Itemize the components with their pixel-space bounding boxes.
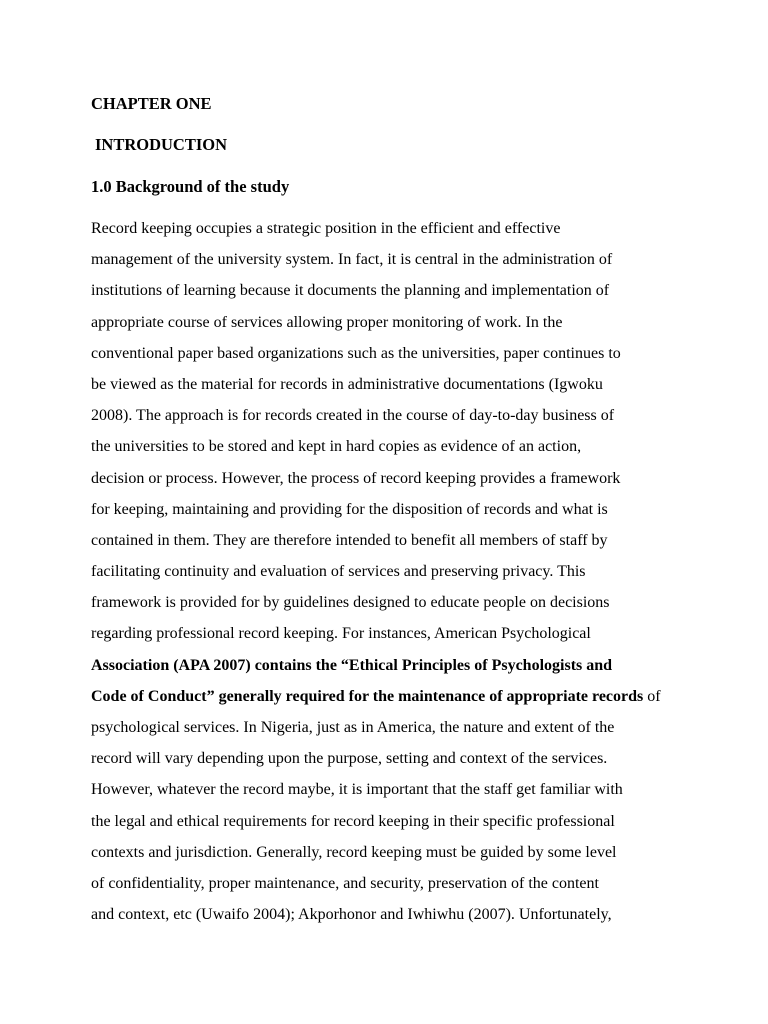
paragraph-line: contained in them. They are therefore intended to benefit all members of staff by xyxy=(91,531,608,549)
bold-segment: Code of Conduct” generally required for the maintenance of appropriate records xyxy=(91,687,644,705)
plain-segment: of xyxy=(643,687,661,705)
paragraph-line: record will vary depending upon the purpose, setting and context of the services. xyxy=(91,750,608,768)
paragraph-line: psychological services. In Nigeria, just as in America, the nature and extent of the xyxy=(91,719,615,736)
paragraph-line: and context, etc (Uwaifo 2004); Akporhonor and Iwhiwhu (2007). Unfortunately, xyxy=(91,906,612,924)
paragraph-line: However, whatever the record maybe, it is important that the staff get familiar with xyxy=(91,781,623,799)
paragraph-line: the universities to be stored and kept in hard copies as evidence of an action, xyxy=(91,438,582,456)
paragraph-line: framework is provided for by guidelines designed to educate people on decisions xyxy=(91,594,610,612)
paragraph-line-mixed xyxy=(91,685,691,716)
paragraph-line: management of the university system. In fact, it is central in the administration of xyxy=(91,251,613,269)
paragraph-line: institutions of learning because it documents the planning and implementation of xyxy=(91,282,610,300)
paragraph-line: facilitating continuity and evaluation of services and preserving privacy. This xyxy=(91,563,586,581)
paragraph-line: appropriate course of services allowing proper monitoring of work. In the xyxy=(91,313,563,331)
chapter-title: CHAPTER ONE xyxy=(91,94,212,113)
paragraph-line: regarding professional record keeping. For instances, American Psychological xyxy=(91,625,591,643)
paragraph-line: contexts and jurisdiction. Generally, record keeping must be guided by some level xyxy=(91,843,617,861)
section-title: INTRODUCTION xyxy=(95,135,228,154)
paragraph-line: the legal and ethical requirements for record keeping in their specific professional xyxy=(91,812,615,830)
paragraph-line: for keeping, maintaining and providing for the disposition of records and what is xyxy=(91,500,608,518)
paragraph-line: be viewed as the material for records in administrative documentations (Igwoku xyxy=(91,375,603,393)
paragraph-line-bold: Association (APA 2007) contains the “Ethical Principles of Psychologists and xyxy=(91,656,613,674)
body-paragraph xyxy=(91,217,691,934)
subsection-title: 1.0 Background of the study xyxy=(91,177,290,196)
paragraph-line: conventional paper based organizations such as the universities, paper continues to xyxy=(91,344,621,362)
paragraph-line: 2008). The approach is for records created in the course of day-to-day business of xyxy=(91,407,615,425)
paragraph-line: decision or process. However, the process of record keeping provides a framework xyxy=(91,469,621,487)
paragraph-line: Record keeping occupies a strategic position in the efficient and effective xyxy=(91,220,561,237)
paragraph-line: of confidentiality, proper maintenance, and security, preservation of the content xyxy=(91,874,599,892)
